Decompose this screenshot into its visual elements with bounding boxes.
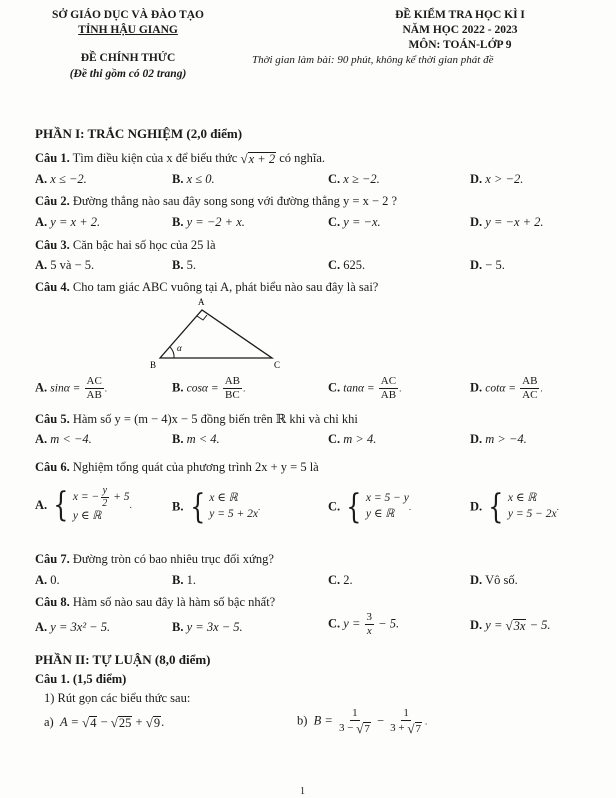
q1-option-b: B. x ≤ 0.	[172, 172, 215, 186]
q3-option-a: A. 5 và − 5.	[35, 258, 95, 272]
official-label: ĐỀ CHÍNH THỨC	[80, 52, 176, 64]
q6-option-b: B. { x ∈ ℝ y = 5 + 2x .	[172, 487, 261, 527]
q3-option-c: C. 625.	[328, 258, 366, 272]
question-7: Câu 7. Đường tròn có bao nhiêu trục đối xứng?	[35, 552, 274, 566]
vertex-b-label: B	[150, 360, 157, 370]
part2-title: PHẦN II: TỰ LUẬN (8,0 điểm)	[35, 652, 211, 667]
q2-option-d: D. y = −x + 2.	[470, 215, 544, 229]
question-8: Câu 8. Hàm số nào sau đây là hàm số bậc nhất?	[35, 595, 276, 609]
school-year: NĂM HỌC 2022 - 2023	[402, 24, 518, 36]
province-name: TỈNH HẬU GIANG	[78, 24, 178, 36]
q1-option-a: A. x ≤ −2.	[35, 172, 87, 186]
q8-option-b: B. y = 3x − 5.	[172, 620, 243, 634]
part2-q1-title: Câu 1. (1,5 điểm)	[35, 672, 127, 686]
question-1	[35, 151, 325, 167]
q1-label: Câu 1.	[35, 151, 70, 165]
q1-option-c: C. x ≥ −2.	[328, 172, 380, 186]
question-2: Câu 2. Đường thẳng nào sau đây song song với đường thẳng y = x − 2 ?	[35, 194, 398, 208]
dept-name: SỞ GIÁO DỤC VÀ ĐÀO TẠO	[52, 9, 204, 21]
q4-option-c: C. tanα = $\frac{AC}{AB}$ .	[328, 375, 402, 401]
q7-option-c: C. 2.	[328, 573, 353, 587]
q5-option-b: B. m < 4.	[172, 432, 220, 446]
q1-option-d: D. x > −2.	[470, 172, 524, 186]
q5-option-a: A. m < −4.	[35, 432, 92, 446]
q4-option-a: A. sinα = $\frac{AC}{AB}$ .	[35, 375, 108, 401]
time-note: Thời gian làm bài: 90 phút, không kể thời gian phát đề	[252, 54, 494, 66]
q5-option-c: C. m > 4.	[328, 432, 377, 446]
part2-q1-sub: 1) Rút gọn các biểu thức sau:	[44, 691, 191, 705]
q4-option-b: B. cosα = $\frac{AB}{BC}$ .	[172, 375, 246, 401]
part1-title: PHẦN I: TRẮC NGHIỆM (2,0 điểm)	[35, 126, 243, 141]
q4-option-d: D. cotα = $\frac{AB}{AC}$ .	[470, 375, 543, 401]
question-6: Câu 6. Nghiệm tổng quát của phương trình 2x + y = 5 là	[35, 460, 319, 474]
right-angle-mark	[197, 315, 207, 320]
pages-note: (Đề thi gồm có 02 trang)	[69, 68, 187, 80]
vertex-a-label: A	[198, 297, 205, 307]
q7-option-a: A. 0.	[35, 573, 60, 587]
page-number: 1	[300, 786, 305, 797]
q2-option-b: B. y = −2 + x.	[172, 215, 245, 229]
question-5: Câu 5. Hàm số y = (m − 4)x − 5 đồng biến trên ℝ khi và chỉ khi	[35, 412, 358, 426]
q5-option-d: D. m > −4.	[470, 432, 527, 446]
q6-option-c: C. { x = 5 − y y ∈ ℝ .	[328, 487, 412, 527]
exam-title: ĐỀ KIỂM TRA HỌC KÌ I	[395, 9, 525, 21]
part2-expr-a: a) A = √ 4 − √ 25 + √ 9 .	[44, 714, 165, 730]
q3-option-b: B. 5.	[172, 258, 196, 272]
q3-option-d: D. − 5.	[470, 258, 505, 272]
q7-option-b: B. 1.	[172, 573, 196, 587]
triangle-figure	[140, 296, 290, 370]
vertex-c-label: C	[274, 360, 281, 370]
part2-expr-b: b) B = 1 3 − √ 7 − 1 3 + √ 7 .	[297, 707, 428, 736]
q6-option-d: D. { x ∈ ℝ y = 5 − 2x .	[470, 487, 559, 527]
q8-option-d: D. y = √ 3x − 5.	[470, 617, 551, 633]
q7-option-d: D. Vô số.	[470, 573, 518, 587]
q2-option-a: A. y = x + 2.	[35, 215, 101, 229]
q2-option-c: C. y = −x.	[328, 215, 381, 229]
q6-option-a: A. { x = − $\frac{y}{2}$ + 5 y ∈ ℝ .	[35, 485, 132, 526]
q8-option-c: C. y = $\frac{3}{x}$ − 5.	[328, 611, 400, 637]
alpha-label: α	[177, 343, 182, 353]
question-4: Câu 4. Cho tam giác ABC vuông tại A, phát biểu nào sau đây là sai?	[35, 280, 379, 294]
angle-arc	[170, 347, 174, 358]
q8-option-a: A. y = 3x² − 5.	[35, 620, 111, 634]
q1-sqrt: √ x + 2	[240, 150, 276, 166]
q1-tail: có nghĩa.	[279, 151, 326, 165]
subject: MÔN: TOÁN-LỚP 9	[408, 39, 512, 51]
question-3: Câu 3. Căn bậc hai số học của 25 là	[35, 238, 216, 252]
q1-text: Tìm điều kiện của x để biểu thức	[72, 151, 238, 165]
